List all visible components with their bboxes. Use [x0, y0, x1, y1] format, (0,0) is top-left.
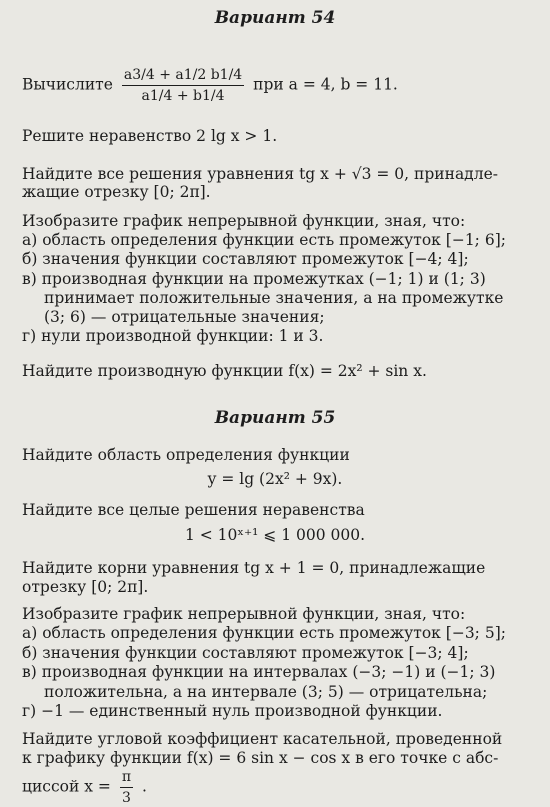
- v55-task2-line1: Найдите все целые решения неравенства: [22, 501, 365, 519]
- v55-task3-line1: Найдите корни уравнения tg x + 1 = 0, принадлежащие: [22, 559, 486, 577]
- v54-task1-prefix: Вычислите: [22, 75, 113, 94]
- v55-task2-formula: 1 < 10ˣ⁺¹ ⩽ 1 000 000.: [184, 526, 366, 544]
- v54-task5: [22, 362, 427, 380]
- v54-task5-formula: f(x) = 2x² + sin x.: [288, 362, 427, 380]
- v54-task3-line1: Найдите все решения уравнения tg x + √3 = 0, принадле-: [22, 165, 498, 183]
- v55-task5-line1: Найдите угловой коэффициент касательной, проведенной: [22, 730, 503, 748]
- v55-task1-line1: Найдите область определения функции: [22, 446, 350, 464]
- v55-task5-frac-num: π: [120, 768, 133, 788]
- v54-task2: Решите неравенство 2 lg x > 1.: [22, 127, 278, 145]
- v54-task1-numerator: a3/4 + a1/2 b1/4: [122, 66, 244, 86]
- v54-task1-suffix: при a = 4, b = 11.: [253, 75, 398, 94]
- v54-task4-d: г) нули производной функции: 1 и 3.: [22, 327, 324, 345]
- v55-task4-line1: Изобразите график непрерывной функции, зная, что:: [22, 605, 466, 623]
- v55-task1-formula: y = lg (2x² + 9x).: [207, 470, 343, 488]
- v55-task4-b: б) значения функции составляют промежуток [−3; 4];: [22, 644, 469, 662]
- v55-task5-frac-den: 3: [121, 790, 131, 806]
- v55-task3-line2: отрезку [0; 2π].: [22, 578, 149, 596]
- v54-task4-a: а) область определения функции есть промежуток [−1; 6];: [22, 231, 506, 249]
- variant-54-title: Вариант 54: [214, 8, 336, 28]
- v54-task1-fraction: [122, 66, 244, 105]
- v55-task5-suffix: .: [141, 777, 147, 796]
- v55-task4-c1: в) производная функции на интервалах (−3; −1) и (−1; 3): [22, 663, 496, 681]
- v54-task3-line2: жащие отрезку [0; 2π].: [22, 183, 211, 201]
- v54-task1-denominator: a1/4 + b1/4: [141, 88, 225, 104]
- v54-task4-line1: Изобразите график непрерывной функции, зная, что:: [22, 212, 466, 230]
- v54-task5-prefix: Найдите производную функции: [22, 362, 284, 380]
- v55-task5-prefix: циссой x =: [22, 777, 111, 796]
- v55-task5-line2: к графику функции f(x) = 6 sin x − cos x в его точке с абс-: [22, 749, 499, 767]
- variant-55-title: Вариант 55: [214, 408, 336, 428]
- v55-task4-c2: положительна, а на интервале (3; 5) — отрицательна;: [44, 683, 488, 701]
- v54-task4-c3: (3; 6) — отрицательные значения;: [44, 308, 325, 326]
- v55-task4-a: а) область определения функции есть промежуток [−3; 5];: [22, 624, 506, 642]
- v54-task4-b: б) значения функции составляют промежуток [−4; 4];: [22, 250, 469, 268]
- v54-task4-c2: принимает положительные значения, а на промежутке: [44, 289, 504, 307]
- v54-task4-c1: в) производная функции на промежутках (−1; 1) и (1; 3): [22, 270, 486, 288]
- v55-task5-line3: [22, 768, 147, 807]
- v55-task4-d: г) −1 — единственный нуль производной функции.: [22, 702, 443, 720]
- v54-task1: [22, 66, 398, 105]
- v55-task5-fraction: [120, 768, 133, 807]
